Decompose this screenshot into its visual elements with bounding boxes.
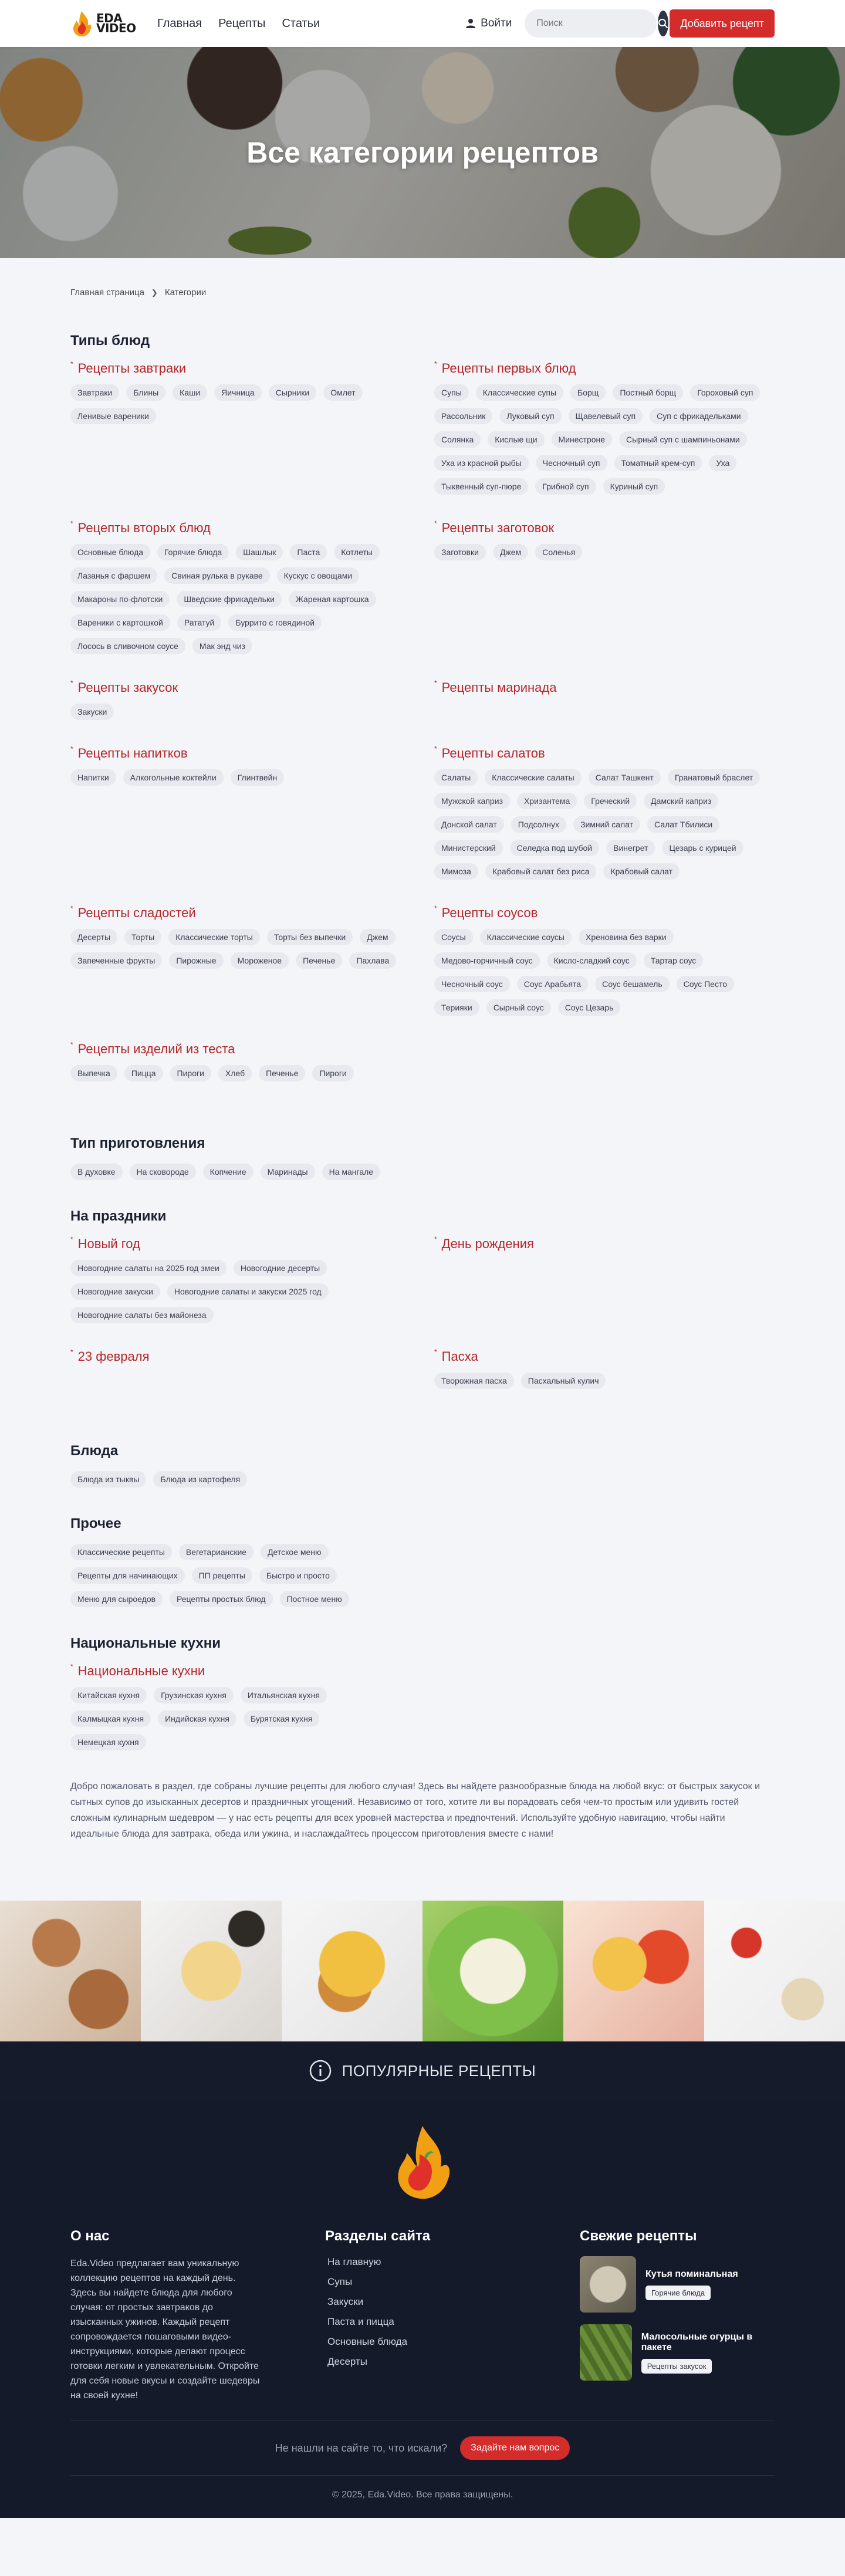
gallery-image-sauces[interactable] <box>704 1901 845 2041</box>
tag-list <box>70 1687 364 1750</box>
logo-line-1: EDA <box>96 11 123 25</box>
category-tag[interactable]: На сковороде <box>130 1164 196 1180</box>
group-title[interactable] <box>70 361 411 376</box>
category-tag[interactable]: Минестроне <box>552 431 613 448</box>
asterisk-icon: * <box>70 1235 73 1243</box>
category-tag[interactable]: Каши <box>173 384 207 401</box>
tag-list <box>434 769 775 880</box>
group-title[interactable] <box>70 680 411 695</box>
tag-list <box>70 704 411 720</box>
category-tag[interactable]: Соленья <box>535 544 582 560</box>
main-content <box>0 258 845 1877</box>
category-tag[interactable]: Щавелевый суп <box>569 408 643 424</box>
category-tag[interactable]: Новогодние закуски <box>70 1283 160 1300</box>
section-dish-types <box>70 333 775 1107</box>
asterisk-icon: * <box>434 519 437 528</box>
category-tag[interactable]: Лосось в сливочном соусе <box>70 638 185 654</box>
asterisk-icon: * <box>70 904 73 912</box>
footer-fresh-recipes <box>580 2228 775 2403</box>
login-button[interactable] <box>465 17 512 30</box>
tag-list <box>70 1260 411 1323</box>
section-national <box>70 1635 775 1750</box>
footer-link-snacks[interactable]: Закуски <box>327 2296 364 2307</box>
group-title[interactable] <box>434 520 775 536</box>
recipe-thumbnail[interactable] <box>580 2324 632 2381</box>
category-tag[interactable]: Крабовый салат без риса <box>485 863 597 880</box>
group-title-text: Рецепты маринада <box>441 680 557 695</box>
tag-list <box>70 1164 775 1180</box>
category-group <box>434 746 775 880</box>
asterisk-icon: * <box>434 1235 437 1243</box>
category-tag[interactable]: Бурятская кухня <box>244 1710 319 1727</box>
breadcrumb-home[interactable]: Главная страница <box>70 288 144 298</box>
category-tag[interactable]: Блюда из картофеля <box>153 1471 247 1488</box>
category-tag[interactable]: Напитки <box>70 769 116 786</box>
category-group <box>70 905 411 1016</box>
tag-list <box>70 384 411 424</box>
category-tag[interactable]: Хлеб <box>218 1065 252 1081</box>
category-tag[interactable]: Мороженое <box>231 952 289 969</box>
group-title-text: Рецепты вторых блюд <box>77 520 211 535</box>
category-tag[interactable]: Паста <box>290 544 327 560</box>
category-tag[interactable]: Куриный суп <box>603 478 665 495</box>
category-tag[interactable]: Ленивые вареники <box>70 408 156 424</box>
popular-recipes-bar[interactable] <box>0 2041 845 2100</box>
category-tag[interactable]: Гранатовый браслет <box>668 769 760 786</box>
footer-link-home[interactable]: На главную <box>327 2256 381 2267</box>
ask-question-button[interactable]: Задайте нам вопрос <box>460 2436 570 2460</box>
category-tag[interactable]: Свиная рулька в рукаве <box>164 567 270 584</box>
group-title-text: Рецепты изделий из теста <box>77 1042 235 1056</box>
section-cooking-type <box>70 1135 775 1180</box>
chevron-right-icon: ❯ <box>151 288 158 297</box>
recipe-category-tag[interactable]: Горячие блюда <box>645 2286 711 2300</box>
category-tag[interactable]: Дамский каприз <box>644 793 718 809</box>
footer-about-title: О нас <box>70 2228 110 2244</box>
category-tag[interactable]: Хреновина без варки <box>579 929 674 945</box>
category-tag[interactable]: Донской салат <box>434 816 504 833</box>
add-recipe-button[interactable]: Добавить рецепт <box>670 9 775 38</box>
fresh-recipe-card[interactable] <box>580 2256 775 2313</box>
asterisk-icon: * <box>70 745 73 753</box>
section-other <box>70 1516 775 1607</box>
category-tag[interactable]: Уха <box>709 455 736 471</box>
category-tag[interactable]: Грибной суп <box>535 478 596 495</box>
gallery-image-potatoes[interactable] <box>282 1901 422 2041</box>
group-title-text: Рецепты заготовок <box>441 520 555 535</box>
category-tag[interactable]: Винегрет <box>606 840 655 856</box>
asterisk-icon: * <box>434 360 437 368</box>
category-tag[interactable]: Новогодние салаты без майонеза <box>70 1307 214 1323</box>
main-nav <box>157 17 320 31</box>
tag-list <box>70 1065 411 1081</box>
search-box <box>525 9 657 38</box>
asterisk-icon: * <box>70 1662 73 1671</box>
footer-link-soups[interactable]: Супы <box>327 2276 353 2287</box>
group-title-text: Рецепты закусок <box>77 680 178 695</box>
category-group <box>70 361 411 495</box>
category-tag[interactable]: Вегетарианские <box>179 1544 254 1560</box>
footer-logo[interactable] <box>70 2124 775 2200</box>
group-title-text: День рождения <box>441 1236 534 1251</box>
group-title-text: Национальные кухни <box>77 1664 205 1678</box>
group-title-text: Новый год <box>77 1236 140 1251</box>
asterisk-icon: * <box>70 1040 73 1049</box>
footer-fresh-title: Свежие рецепты <box>580 2228 697 2244</box>
category-tag[interactable]: Пицца <box>124 1065 163 1081</box>
group-title-text: Рецепты сладостей <box>77 905 196 920</box>
category-tag[interactable]: Соус бешамель <box>595 976 670 992</box>
group-title[interactable] <box>70 520 411 536</box>
category-group <box>434 361 775 495</box>
recipe-title[interactable]: Малосольные огурцы в пакете <box>641 2331 753 2352</box>
tag-list <box>70 1544 422 1607</box>
copyright: © 2025, Eda.Video. Все права защищены. <box>332 2490 513 2500</box>
category-tag[interactable]: Пироги <box>312 1065 353 1081</box>
category-tag[interactable]: Шведские фрикадельки <box>177 591 282 607</box>
group-title[interactable] <box>434 680 775 695</box>
group-title[interactable] <box>434 361 775 376</box>
asterisk-icon: * <box>434 679 437 687</box>
cta-text: Не нашли на сайте то, что искали? <box>275 2442 448 2454</box>
section-dishes <box>70 1443 775 1488</box>
category-tag[interactable]: Новогодние десерты <box>234 1260 327 1276</box>
category-tag[interactable]: Суп с фрикадельками <box>650 408 748 424</box>
category-tag[interactable]: Индийская кухня <box>158 1710 236 1727</box>
category-tag[interactable]: Меню для сыроедов <box>70 1591 163 1607</box>
footer-link-main-dishes[interactable]: Основные блюда <box>327 2336 408 2347</box>
category-tag[interactable]: В духовке <box>70 1164 123 1180</box>
category-tag[interactable]: Пасхальный кулич <box>521 1372 606 1389</box>
category-tag[interactable]: Кускус с овощами <box>277 567 360 584</box>
logo-text <box>96 13 136 33</box>
category-tag[interactable]: Лазанья с фаршем <box>70 567 157 584</box>
asterisk-icon: * <box>70 1348 73 1356</box>
category-tag[interactable]: Терияки <box>434 999 479 1016</box>
category-tag[interactable]: Томатный крем-суп <box>614 455 702 471</box>
category-tag[interactable]: Китайская кухня <box>70 1687 147 1703</box>
category-tag[interactable]: Рассольник <box>434 408 492 424</box>
category-grid <box>70 1236 775 1415</box>
site-header <box>0 0 845 47</box>
recipe-title[interactable]: Кутья поминальная <box>645 2269 738 2279</box>
tag-list <box>70 769 411 786</box>
tag-list <box>70 929 411 969</box>
category-group <box>70 680 411 720</box>
category-tag[interactable]: Торты без выпечки <box>267 929 353 945</box>
recipe-category-tag[interactable]: Рецепты закусок <box>641 2359 712 2374</box>
category-tag[interactable]: Крабовый салат <box>603 863 680 880</box>
category-tag[interactable]: Завтраки <box>70 384 119 401</box>
flame-logo-icon <box>70 10 93 37</box>
tag-list <box>70 1471 775 1488</box>
nav-recipes[interactable]: Рецепты <box>218 16 266 30</box>
category-tag[interactable]: Кислые щи <box>488 431 544 448</box>
group-title[interactable] <box>434 1349 775 1364</box>
category-tag[interactable]: Новогодние салаты и закуски 2025 год <box>167 1283 329 1300</box>
category-tag[interactable]: Классические соусы <box>480 929 572 945</box>
section-title: Национальные кухни <box>70 1635 221 1651</box>
gallery-image-citrus-drinks[interactable] <box>563 1901 704 2041</box>
tag-list <box>434 544 775 560</box>
category-tag[interactable]: Омлет <box>323 384 362 401</box>
asterisk-icon: * <box>434 745 437 753</box>
category-tag[interactable]: Чесночный соус <box>434 976 510 992</box>
logo-line-2: VIDEO <box>96 21 136 35</box>
category-tag[interactable]: Пахлава <box>349 952 396 969</box>
user-icon <box>465 18 476 29</box>
category-tag[interactable]: Борщ <box>570 384 606 401</box>
category-tag[interactable]: Цезарь с курицей <box>662 840 743 856</box>
category-tag[interactable]: Шашлык <box>236 544 283 560</box>
category-tag[interactable]: Пирожные <box>169 952 223 969</box>
category-tag[interactable]: Греческий <box>584 793 637 809</box>
category-tag[interactable]: Рецепты простых блюд <box>170 1591 273 1607</box>
category-tag[interactable]: Сырный суп с шампиньонами <box>619 431 747 448</box>
category-tag[interactable]: Классические супы <box>476 384 563 401</box>
photo-gallery <box>0 1901 845 2041</box>
category-tag[interactable]: Супы <box>434 384 469 401</box>
category-group <box>434 1236 775 1323</box>
category-group <box>70 1042 411 1081</box>
tag-list <box>434 384 775 495</box>
group-title-text: Рецепты первых блюд <box>441 361 576 376</box>
category-tag[interactable]: Постный борщ <box>613 384 683 401</box>
category-tag[interactable]: Соус Цезарь <box>558 999 621 1016</box>
footer-about <box>70 2228 325 2403</box>
category-tag[interactable]: Сырный соус <box>486 999 551 1016</box>
category-tag[interactable]: Десерты <box>70 929 117 945</box>
category-tag[interactable]: Калмыцкая кухня <box>70 1710 151 1727</box>
category-tag[interactable]: Соусы <box>434 929 473 945</box>
category-tag[interactable]: Блины <box>126 384 165 401</box>
category-tag[interactable]: ПП рецепты <box>192 1567 252 1584</box>
tag-list <box>70 544 411 654</box>
group-title[interactable] <box>434 905 775 921</box>
category-group <box>70 746 411 880</box>
search-input[interactable] <box>536 18 658 29</box>
section-title: Прочее <box>70 1516 121 1532</box>
category-tag[interactable]: Солянка <box>434 431 481 448</box>
footer-links <box>325 2256 580 2368</box>
group-title[interactable] <box>70 905 411 921</box>
section-title: Типы блюд <box>70 333 150 349</box>
gallery-image-kids-plate[interactable] <box>422 1901 563 2041</box>
category-tag[interactable]: Заготовки <box>434 544 486 560</box>
category-tag[interactable]: Закуски <box>70 704 114 720</box>
category-grid <box>70 361 775 1107</box>
footer-link-desserts[interactable]: Десерты <box>327 2356 368 2367</box>
nav-articles[interactable]: Статьи <box>282 16 320 30</box>
group-title-national[interactable] <box>70 1664 775 1679</box>
category-tag[interactable]: Торты <box>124 929 161 945</box>
category-tag[interactable]: Грузинская кухня <box>154 1687 234 1703</box>
category-tag[interactable]: Салат Тбилиси <box>647 816 719 833</box>
flame-logo-icon <box>390 2124 455 2200</box>
asterisk-icon: * <box>70 360 73 368</box>
footer-about-text: Eda.Video предлагает вам уникальную коллекцию рецептов на каждый день. Здесь вы найдете блюда для любого случая: от простых завтраков до изысканных ужинов. Каждый рецепт сопровождается пошаговыми видео-инструкциями, которые делают процесс готовки легким и увлекательным. Откройте для себя новые вкусы и создайте шедевры на своей кухне! <box>70 2259 260 2401</box>
category-tag[interactable]: Быстро и просто <box>259 1567 337 1584</box>
recipe-thumbnail[interactable] <box>580 2256 636 2313</box>
group-title-text: Рецепты завтраки <box>77 361 187 376</box>
page-title: Все категории рецептов <box>246 136 599 169</box>
category-tag[interactable]: Кисло-сладкий соус <box>547 952 637 969</box>
section-title: Тип приготовления <box>70 1135 205 1151</box>
category-tag[interactable]: Салаты <box>434 769 478 786</box>
category-group <box>434 680 775 720</box>
category-tag[interactable]: Маринады <box>261 1164 315 1180</box>
category-tag[interactable]: На мангале <box>322 1164 380 1180</box>
group-title-text: Рецепты салатов <box>441 746 545 760</box>
section-title: Блюда <box>70 1443 119 1459</box>
category-group <box>434 1349 775 1389</box>
category-tag[interactable]: Немецкая кухня <box>70 1734 146 1750</box>
nav-home[interactable]: Главная <box>157 16 202 30</box>
category-tag[interactable]: Селедка под шубой <box>510 840 600 856</box>
site-logo[interactable] <box>70 10 153 37</box>
group-title-text: Пасха <box>441 1349 478 1364</box>
site-footer <box>0 2100 845 2518</box>
category-tag[interactable]: Копчение <box>203 1164 254 1180</box>
category-group <box>70 1236 411 1323</box>
popular-label: ПОПУЛЯРНЫЕ РЕЦЕПТЫ <box>342 2061 536 2080</box>
category-tag[interactable]: Тыквенный суп-пюре <box>434 478 528 495</box>
category-tag[interactable]: Медово-горчичный соус <box>434 952 540 969</box>
category-tag[interactable]: Блюда из тыквы <box>70 1471 146 1488</box>
search-button[interactable] <box>658 11 668 36</box>
group-title-text: 23 февраля <box>77 1349 150 1364</box>
category-tag[interactable]: Классические рецепты <box>70 1544 172 1560</box>
category-tag[interactable]: Мак энд чиз <box>192 638 252 654</box>
breadcrumb-current: Категории <box>164 288 207 298</box>
gallery-image-breakfast[interactable] <box>141 1901 282 2041</box>
category-tag[interactable]: Хризантема <box>517 793 577 809</box>
category-tag[interactable]: Чесночный суп <box>536 455 607 471</box>
header-actions <box>465 9 775 38</box>
asterisk-icon: * <box>434 1348 437 1356</box>
category-tag[interactable]: Мужской каприз <box>434 793 510 809</box>
info-icon <box>309 2060 332 2082</box>
category-tag[interactable]: Гороховый суп <box>690 384 760 401</box>
category-tag[interactable]: Соус Арабьята <box>517 976 588 992</box>
asterisk-icon: * <box>70 519 73 528</box>
group-title-text: Рецепты соусов <box>441 905 538 920</box>
category-tag[interactable]: Министерский <box>434 840 503 856</box>
fresh-recipe-card[interactable] <box>580 2324 775 2381</box>
footer-sections <box>325 2228 580 2403</box>
category-tag[interactable]: Подсолнух <box>511 816 566 833</box>
group-title-text: Рецепты напитков <box>77 746 188 760</box>
category-tag[interactable]: Джем <box>360 929 395 945</box>
hero-banner <box>0 47 845 258</box>
section-title: На праздники <box>70 1208 167 1224</box>
category-tag[interactable]: Алкогольные коктейли <box>123 769 224 786</box>
category-tag[interactable]: Печенье <box>296 952 342 969</box>
tag-list <box>434 929 775 1016</box>
category-tag[interactable]: Вареники с картошкой <box>70 614 170 631</box>
category-tag[interactable]: Мимоза <box>434 863 478 880</box>
category-tag[interactable]: Котлеты <box>334 544 380 560</box>
category-tag[interactable]: Новогодние салаты на 2025 год змеи <box>70 1260 227 1276</box>
footer-sections-title: Разделы сайта <box>325 2228 431 2244</box>
category-tag[interactable]: Выпечка <box>70 1065 117 1081</box>
category-tag[interactable]: Творожная пасха <box>434 1372 514 1389</box>
category-tag[interactable]: Уха из красной рыбы <box>434 455 529 471</box>
category-tag[interactable]: Печенье <box>259 1065 305 1081</box>
category-group <box>70 520 411 654</box>
category-group <box>434 905 775 1016</box>
category-tag[interactable]: Запеченные фрукты <box>70 952 162 969</box>
login-label: Войти <box>481 17 512 29</box>
group-title[interactable] <box>70 746 411 761</box>
group-title[interactable] <box>70 1236 411 1252</box>
group-title[interactable] <box>70 1042 411 1057</box>
category-tag[interactable]: Макароны по-флотски <box>70 591 170 607</box>
gallery-image-cinnamon-rolls[interactable] <box>0 1901 141 2041</box>
category-tag[interactable]: Сырники <box>269 384 316 401</box>
category-tag[interactable]: Соус Песто <box>677 976 734 992</box>
category-tag[interactable]: Основные блюда <box>70 544 150 560</box>
category-tag[interactable]: Рецепты для начинающих <box>70 1567 185 1584</box>
category-tag[interactable]: Рататуй <box>177 614 221 631</box>
asterisk-icon: * <box>434 904 437 912</box>
intro-description: Добро пожаловать в раздел, где собраны лучшие рецепты для любого случая! Здесь вы найдете разнообразные блюда на любой вкус: от быстрых закусок и сытных супов до изысканных десертов и праздничных угощений. Независимо от того, хотите ли вы порадовать себя чем-то простым или удивить гостей сложным кулинарным шедевром — у нас есть рецепты для всех уровней мастерства и предпочтений. Используйте удобную навигацию, чтобы найти идеальные блюда для завтрака, обеда или ужина, и наслаждайтесь процессом приготовления вместе с нами! <box>70 1781 760 1839</box>
category-tag[interactable]: Жареная картошка <box>289 591 376 607</box>
category-tag[interactable]: Итальянская кухня <box>241 1687 327 1703</box>
group-title[interactable] <box>70 1349 411 1364</box>
category-group <box>434 520 775 654</box>
asterisk-icon: * <box>70 679 73 687</box>
tag-list <box>434 1372 775 1389</box>
category-tag[interactable]: Классические торты <box>168 929 260 945</box>
category-group <box>70 1349 411 1389</box>
category-tag[interactable]: Глинтвейн <box>231 769 285 786</box>
category-tag[interactable]: Тартар соус <box>644 952 704 969</box>
category-tag[interactable]: Яичница <box>214 384 262 401</box>
category-tag[interactable]: Буррито с говядиной <box>228 614 322 631</box>
category-tag[interactable]: Салат Ташкент <box>589 769 661 786</box>
footer-cta <box>70 2421 775 2476</box>
category-tag[interactable]: Детское меню <box>261 1544 328 1560</box>
breadcrumb <box>70 288 775 298</box>
category-tag[interactable]: Пироги <box>170 1065 211 1081</box>
section-holidays <box>70 1208 775 1415</box>
group-title[interactable] <box>434 746 775 761</box>
category-tag[interactable]: Луковый суп <box>499 408 561 424</box>
group-title[interactable] <box>434 1236 775 1252</box>
category-tag[interactable]: Классические салаты <box>485 769 582 786</box>
category-tag[interactable]: Горячие блюда <box>157 544 229 560</box>
footer-columns <box>70 2228 775 2403</box>
category-tag[interactable]: Зимний салат <box>573 816 640 833</box>
footer-link-pasta[interactable]: Паста и пицца <box>327 2316 394 2327</box>
search-icon <box>658 18 668 29</box>
category-tag[interactable]: Постное меню <box>280 1591 349 1607</box>
category-tag[interactable]: Джем <box>493 544 528 560</box>
